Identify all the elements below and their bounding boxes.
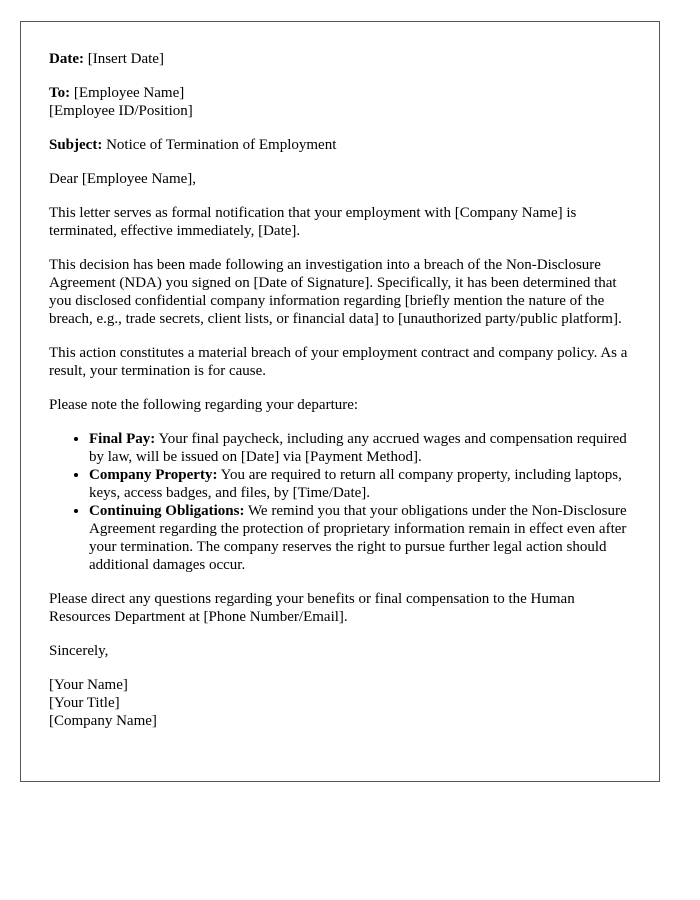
list-item-text: You are required to return all company property, including laptops, keys, access badges, and files, by [Time/Date]. xyxy=(89,467,622,501)
list-item-title: Company Property: xyxy=(89,467,218,483)
list-item-title: Final Pay: xyxy=(89,431,156,447)
paragraph-departure-intro: Please note the following regarding your departure: xyxy=(49,397,359,413)
to-label: To: xyxy=(49,85,71,101)
date-label: Date: xyxy=(49,51,84,67)
sender-company: [Company Name] xyxy=(49,713,157,729)
date-value: [Insert Date] xyxy=(87,51,164,67)
recipient-block xyxy=(49,84,631,120)
salutation: Dear [Employee Name], xyxy=(49,171,197,187)
date-line xyxy=(49,50,631,68)
paragraph-notification: This letter serves as formal notification that your employment with [Company Name] is terminated, effective immediately, [Date]. xyxy=(49,205,577,239)
subject-value: Notice of Termination of Employment xyxy=(106,137,337,153)
paragraph-contact: Please direct any questions regarding your benefits or final compensation to the Human Resources Department at [Phone Number/Email]. xyxy=(49,591,575,625)
list-item-text: Your final paycheck, including any accrued wages and compensation required by law, will be issued on [Date] via [Payment Method]. xyxy=(89,431,627,465)
list-item-text: We remind you that your obligations under the Non-Disclosure Agreement regarding the protection of proprietary information remain in effect even after your termination. The company reserves the right to pursue further legal action should additional damages occur. xyxy=(89,503,627,573)
departure-list xyxy=(49,430,631,574)
list-item-final-pay xyxy=(89,430,631,466)
recipient-name: [Employee Name] xyxy=(73,85,185,101)
paragraph-breach: This action constitutes a material breach of your employment contract and company policy. As a result, your termination is for cause. xyxy=(49,345,628,379)
sender-title: [Your Title] xyxy=(49,695,120,711)
list-item-title: Continuing Obligations: xyxy=(89,503,245,519)
subject-label: Subject: xyxy=(49,137,103,153)
recipient-name-line xyxy=(49,84,631,102)
subject-line xyxy=(49,136,631,154)
termination-letter xyxy=(20,21,660,782)
list-item-company-property xyxy=(89,466,631,502)
sender-name: [Your Name] xyxy=(49,677,128,693)
recipient-id: [Employee ID/Position] xyxy=(49,103,193,119)
signature-block xyxy=(49,676,631,730)
list-item-continuing-obligations xyxy=(89,502,631,574)
closing: Sincerely, xyxy=(49,643,109,659)
paragraph-investigation: This decision has been made following an investigation into a breach of the Non-Disclosure Agreement (NDA) you signed on [Date of Signature]. Specifically, it has been determined that you disclosed confidential company information regarding [briefly mention the nature of the breach, e.g., trade secrets, client lists, or financial data] to [unauthorized party/public platform]. xyxy=(49,257,622,327)
